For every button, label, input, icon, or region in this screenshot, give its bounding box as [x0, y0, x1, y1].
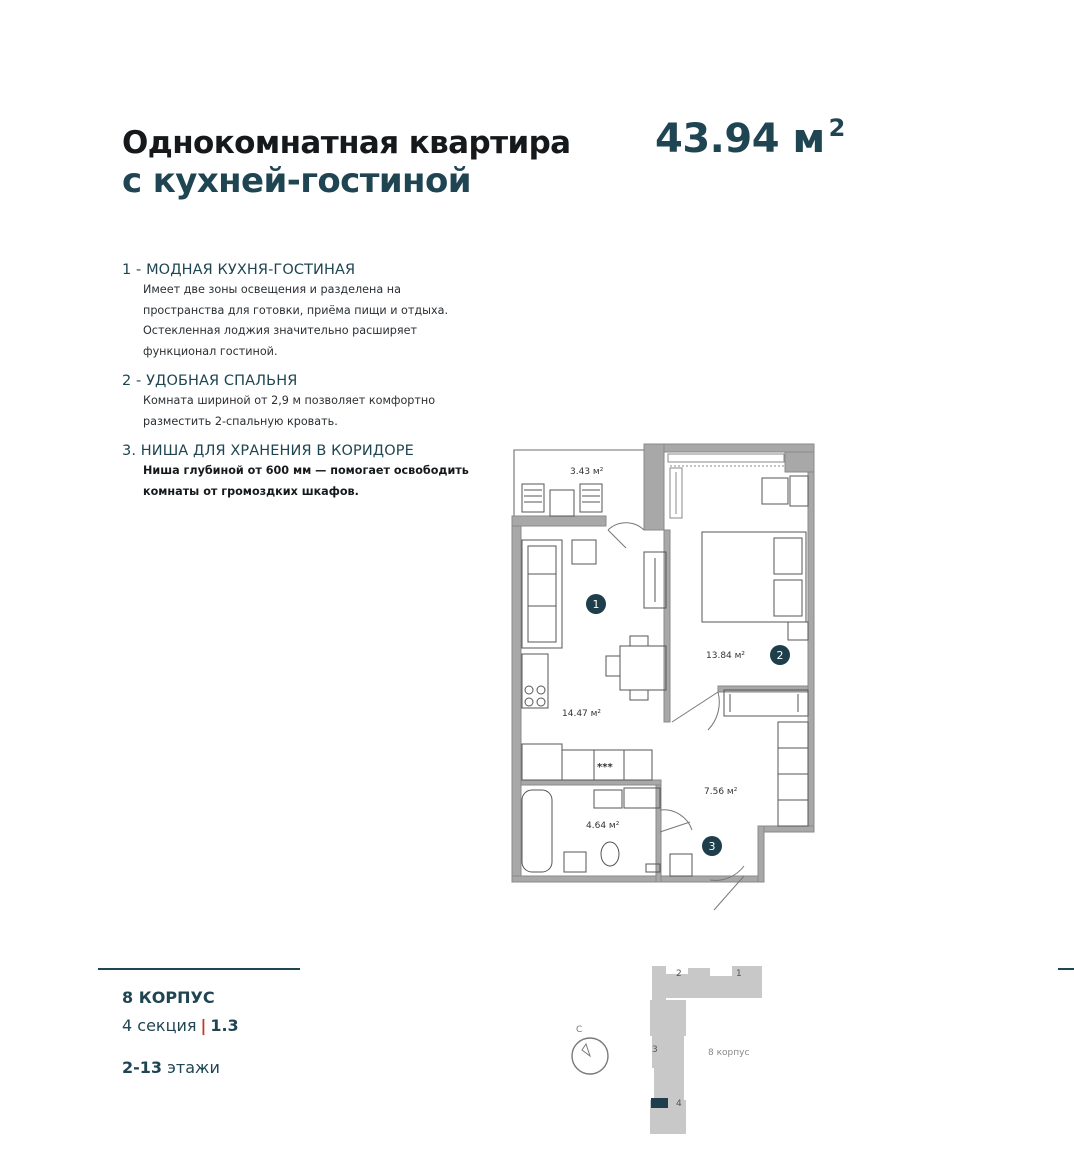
kitchen-sink-icon	[522, 744, 562, 780]
area-value: 43.94 м	[655, 116, 825, 162]
feature-text: Имеет две зоны освещения и разделена на пространства для готовки, приёма пищи и отдыха. Остекленная лоджия значительно расширяет функционал гостиной.	[143, 283, 449, 358]
building-label: 8 корпус	[708, 1048, 750, 1058]
section-number-4: 4	[676, 1099, 682, 1109]
room-area-kitchen-living: 14.47 м²	[562, 709, 602, 719]
feature-storage-niche	[122, 443, 482, 502]
washbasin-icon	[564, 852, 586, 872]
feature-bedroom	[122, 373, 482, 432]
floors-suffix: этажи	[167, 1058, 220, 1077]
wall-left	[512, 526, 521, 882]
loggia-wall	[512, 516, 606, 526]
room-badge-3-label: 3	[708, 840, 716, 853]
desk-chair-icon	[762, 478, 788, 504]
section-separator: |	[200, 1016, 207, 1035]
dining-table-icon	[620, 646, 666, 690]
feature-kitchen-living	[122, 262, 482, 362]
section-prefix: 4 секция	[122, 1016, 197, 1035]
wardrobe-icon	[724, 690, 808, 716]
compass-icon	[572, 1038, 608, 1074]
page-title	[122, 124, 571, 200]
bed-icon	[702, 532, 806, 622]
divider-right	[1058, 968, 1074, 970]
section-info	[122, 1016, 239, 1035]
title-line-1: Однокомнатная квартира	[122, 125, 571, 161]
section-number-3: 3	[652, 1045, 658, 1055]
room-area-bathroom: 4.64 м²	[586, 821, 620, 831]
feature-text: Комната шириной от 2,9 м позволяет комфортно разместить 2-спальную кровать.	[143, 394, 436, 428]
room-badge-2-label: 2	[776, 649, 784, 662]
washing-machine-icon	[594, 790, 622, 808]
compass-letter: С	[576, 1025, 583, 1035]
room-area-hallway: 7.56 м²	[704, 787, 738, 797]
wall-right	[808, 472, 814, 832]
room-area-bedroom: 13.84 м²	[706, 651, 746, 661]
section-highlight	[651, 1098, 668, 1108]
feature-text: Ниша глубиной от 600 мм — помогает освободить комнаты от громоздких шкафов.	[143, 464, 469, 498]
floors-info	[122, 1058, 220, 1077]
toilet-icon	[601, 842, 619, 866]
stove-icon: ***	[597, 762, 613, 773]
feature-heading: 1 - МОДНАЯ КУХНЯ-ГОСТИНАЯ	[122, 262, 356, 278]
floors-range: 2-13	[122, 1058, 163, 1077]
feature-list	[122, 262, 482, 513]
room-badge-1-label: 1	[592, 598, 600, 611]
section-number-2: 2	[676, 969, 682, 979]
feature-heading: 2 - УДОБНАЯ СПАЛЬНЯ	[122, 373, 298, 389]
section-code: 1.3	[210, 1016, 239, 1035]
room-area-loggia: 3.43 м²	[570, 467, 604, 477]
apartment-area	[655, 116, 845, 162]
title-line-2: с кухней-гостиной	[122, 161, 471, 201]
area-unit-superscript: 2	[828, 114, 845, 142]
bathtub-icon	[522, 790, 552, 872]
building-name: 8 КОРПУС	[122, 988, 215, 1007]
building-key-plan	[560, 960, 820, 1140]
divider-left	[98, 968, 300, 970]
floor-plan	[508, 440, 818, 915]
section-number-1: 1	[736, 969, 742, 979]
feature-heading: 3. НИША ДЛЯ ХРАНЕНИЯ В КОРИДОРЕ	[122, 443, 414, 459]
